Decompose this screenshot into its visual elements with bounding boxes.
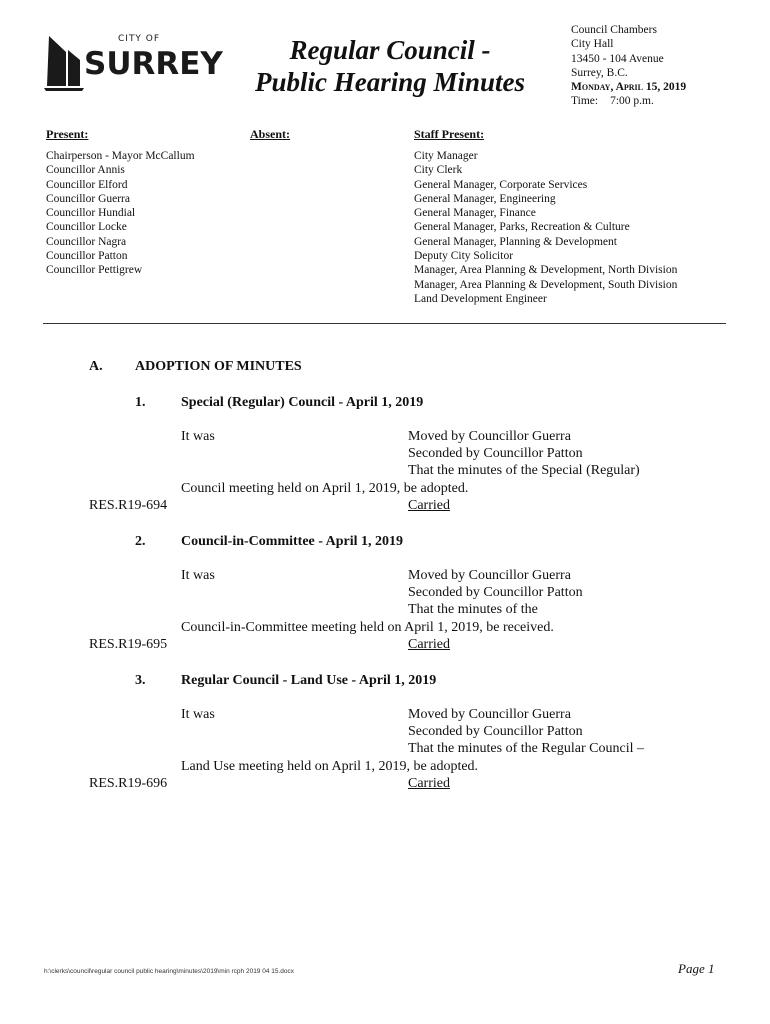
meeting-location [571,23,686,109]
present-heading: Present: [46,127,89,141]
moved-by: Moved by Councillor Guerra [408,429,571,444]
list-item: City Manager [414,150,478,162]
it-was: It was [181,568,215,583]
divider [43,323,726,324]
list-item: Chairperson - Mayor McCallum [46,150,195,162]
building: City Hall [571,38,614,51]
list-item: General Manager, Planning & Development [414,235,617,248]
page-number: Page 1 [678,961,715,976]
list-item: Councillor Patton [46,250,128,263]
list-item: General Manager, Finance [414,207,536,220]
venue: Council Chambers [571,24,657,36]
list-item: Councillor Nagra [46,235,127,248]
resolution-number: RES.R19-696 [89,776,168,791]
list-item: General Manager, Engineering [414,192,556,205]
title-line-1: Regular Council - [289,35,491,65]
meeting-time [571,94,686,108]
list-item: General Manager, Corporate Services [414,178,588,191]
list-item: City Clerk [414,164,463,177]
item-number: 1. [135,395,146,410]
resolution-number: RES.R19-694 [89,498,168,513]
motion-result: Carried [408,776,450,791]
file-path: h:\clerks\council\regular council public hearing\minutes\2019\min rcph 2019 04 15.docx [44,968,295,975]
list-item: General Manager, Parks, Recreation & Culture [414,221,630,234]
seconded-by: Seconded by Councillor Patton [408,585,583,600]
motion-result: Carried [408,637,450,652]
section-title: ADOPTION OF MINUTES [135,359,302,374]
title-line-2: Public Hearing Minutes [254,67,526,97]
logo-city-of: CITY OF [118,34,161,44]
city-logo [44,34,223,94]
staff-list [414,149,677,306]
list-item: Manager, Area Planning & Development, North Division [414,264,678,277]
motion-line-2: Land Use meeting held on April 1, 2019, be adopted. [181,759,479,774]
list-item: Councillor Elford [46,178,128,191]
logo-surrey: SURREY [84,46,223,82]
item-title: Regular Council - Land Use - April 1, 2019 [181,673,437,688]
motion-line-1: That the minutes of the Regular Council – [408,741,645,756]
motion-result: Carried [408,498,450,513]
meeting-date: Monday, April 15, 2019 [571,81,687,94]
item-number: 3. [135,673,146,688]
list-item: Councillor Annis [46,164,125,177]
list-item: Councillor Locke [46,221,127,234]
city: Surrey, B.C. [571,66,628,79]
resolution-number: RES.R19-695 [89,637,168,652]
list-item: Deputy City Solicitor [414,250,514,263]
motion-line-1: That the minutes of the [408,602,538,617]
list-item: Councillor Pettigrew [46,264,143,277]
time-value: 7:00 p.m. [610,95,654,108]
sail-icon [44,34,84,92]
list-item: Land Development Engineer [414,292,547,305]
moved-by: Moved by Councillor Guerra [408,707,571,722]
moved-by: Moved by Councillor Guerra [408,568,571,583]
street: 13450 - 104 Avenue [571,52,664,65]
item-number: 2. [135,534,146,549]
it-was: It was [181,429,215,444]
section-letter: A. [89,359,103,374]
absent-heading: Absent: [250,127,291,141]
motion-line-1: That the minutes of the Special (Regular) [408,463,640,478]
item-title: Special (Regular) Council - April 1, 2019 [181,395,424,410]
it-was: It was [181,707,215,722]
list-item: Councillor Hundial [46,207,136,220]
document-title [240,34,540,98]
item-title: Council-in-Committee - April 1, 2019 [181,534,404,549]
list-item: Councillor Guerra [46,192,130,205]
time-label: Time: [571,95,599,108]
present-list [46,149,195,278]
seconded-by: Seconded by Councillor Patton [408,446,583,461]
motion-line-2: Council meeting held on April 1, 2019, be adopted. [181,481,469,496]
seconded-by: Seconded by Councillor Patton [408,724,583,739]
list-item: Manager, Area Planning & Development, South Division [414,278,678,291]
motion-line-2: Council-in-Committee meeting held on April 1, 2019, be received. [181,620,554,635]
staff-heading: Staff Present: [414,127,485,141]
